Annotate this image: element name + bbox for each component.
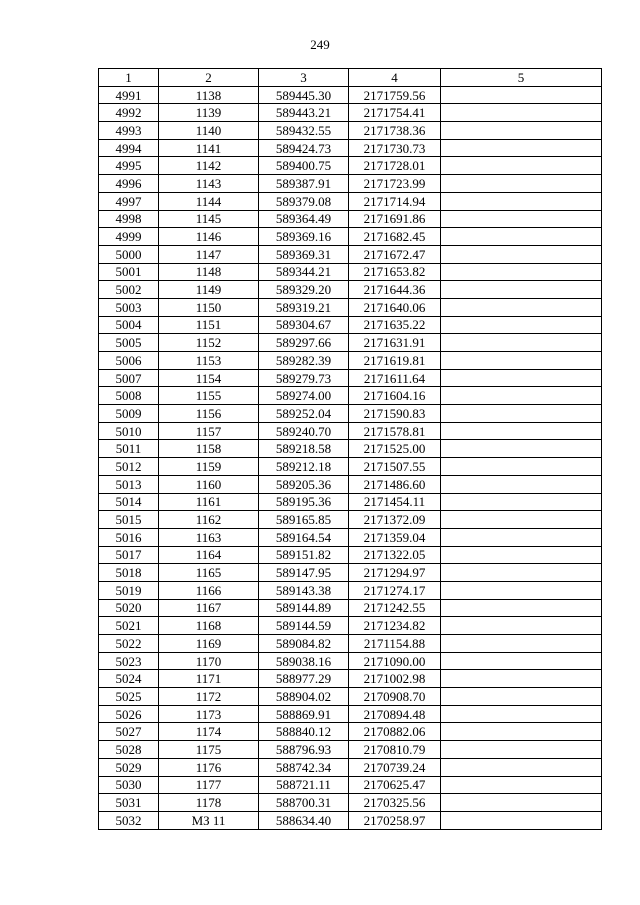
table-row — [99, 794, 602, 812]
table-cell-col-1: 4999 — [99, 228, 159, 246]
table-cell-col-4: 2171590.83 — [349, 405, 441, 423]
table-cell-col-2: 1163 — [159, 528, 259, 546]
table-cell-col-4: 2171738.36 — [349, 122, 441, 140]
table-cell-col-1: 5021 — [99, 617, 159, 635]
table-cell-col-5 — [441, 776, 602, 794]
table-cell-col-3: 589443.21 — [259, 104, 349, 122]
table-cell-col-1: 5030 — [99, 776, 159, 794]
table-cell-col-1: 4997 — [99, 192, 159, 210]
table-cell-col-4: 2171672.47 — [349, 245, 441, 263]
table-row — [99, 387, 602, 405]
table-cell-col-2: 1143 — [159, 175, 259, 193]
table-cell-col-5 — [441, 263, 602, 281]
table-cell-col-2: 1162 — [159, 511, 259, 529]
table-cell-col-2: 1153 — [159, 352, 259, 370]
table-row — [99, 581, 602, 599]
table-cell-col-5 — [441, 228, 602, 246]
table-row — [99, 298, 602, 316]
table-cell-col-1: 5026 — [99, 705, 159, 723]
table-cell-col-2: 1169 — [159, 635, 259, 653]
table-row — [99, 86, 602, 104]
table-cell-col-4: 2170325.56 — [349, 794, 441, 812]
table-row — [99, 228, 602, 246]
table-cell-col-2: 1167 — [159, 599, 259, 617]
table-cell-col-2: 1152 — [159, 334, 259, 352]
table-row — [99, 405, 602, 423]
table-cell-col-2: 1145 — [159, 210, 259, 228]
table-cell-col-2: 1174 — [159, 723, 259, 741]
table-cell-col-4: 2171486.60 — [349, 475, 441, 493]
table-cell-col-1: 5028 — [99, 741, 159, 759]
table-cell-col-4: 2171525.00 — [349, 440, 441, 458]
table-cell-col-4: 2171631.91 — [349, 334, 441, 352]
table-cell-col-2: 1173 — [159, 705, 259, 723]
table-cell-col-2: 1177 — [159, 776, 259, 794]
table-cell-col-1: 5015 — [99, 511, 159, 529]
table-cell-col-3: 589445.30 — [259, 86, 349, 104]
table-cell-col-2: 1150 — [159, 298, 259, 316]
table-row — [99, 723, 602, 741]
table-cell-col-5 — [441, 104, 602, 122]
table-cell-col-2: 1165 — [159, 564, 259, 582]
table-row — [99, 422, 602, 440]
page-number: 249 — [310, 37, 330, 52]
table-cell-col-3: 588742.34 — [259, 758, 349, 776]
table-cell-col-4: 2171653.82 — [349, 263, 441, 281]
table-row — [99, 104, 602, 122]
table-cell-col-5 — [441, 458, 602, 476]
table-cell-col-1: 5009 — [99, 405, 159, 423]
table-cell-col-1: 5012 — [99, 458, 159, 476]
table-cell-col-4: 2171682.45 — [349, 228, 441, 246]
table-cell-col-3: 589252.04 — [259, 405, 349, 423]
table-cell-col-2: 1166 — [159, 581, 259, 599]
table-cell-col-4: 2171002.98 — [349, 670, 441, 688]
table-cell-col-5 — [441, 652, 602, 670]
table-cell-col-2: 1142 — [159, 157, 259, 175]
table-cell-col-4: 2171234.82 — [349, 617, 441, 635]
table-cell-col-3: 589344.21 — [259, 263, 349, 281]
table-row — [99, 546, 602, 564]
table-cell-col-5 — [441, 157, 602, 175]
table-cell-col-4: 2171454.11 — [349, 493, 441, 511]
table-cell-col-1: 4994 — [99, 139, 159, 157]
table-cell-col-3: 589195.36 — [259, 493, 349, 511]
table-cell-col-4: 2171723.99 — [349, 175, 441, 193]
table-row — [99, 528, 602, 546]
table-cell-col-3: 589240.70 — [259, 422, 349, 440]
table-cell-col-2: 1161 — [159, 493, 259, 511]
column-header-3: 3 — [259, 69, 349, 87]
table-cell-col-5 — [441, 493, 602, 511]
table-cell-col-1: 4995 — [99, 157, 159, 175]
table-row — [99, 705, 602, 723]
table-row — [99, 688, 602, 706]
table-cell-col-4: 2171611.64 — [349, 369, 441, 387]
table-cell-col-5 — [441, 422, 602, 440]
table-row — [99, 741, 602, 759]
table-cell-col-3: 589165.85 — [259, 511, 349, 529]
column-header-2: 2 — [159, 69, 259, 87]
table-cell-col-4: 2170739.24 — [349, 758, 441, 776]
table-cell-col-1: 5010 — [99, 422, 159, 440]
table-cell-col-4: 2171691.86 — [349, 210, 441, 228]
table-row — [99, 599, 602, 617]
table-cell-col-4: 2171754.41 — [349, 104, 441, 122]
table-cell-col-3: 588634.40 — [259, 811, 349, 829]
table-cell-col-3: 589432.55 — [259, 122, 349, 140]
table-cell-col-2: 1158 — [159, 440, 259, 458]
table-cell-col-5 — [441, 316, 602, 334]
table-cell-col-5 — [441, 581, 602, 599]
table-cell-col-2: 1151 — [159, 316, 259, 334]
table-cell-col-3: 589400.75 — [259, 157, 349, 175]
table-cell-col-2: 1138 — [159, 86, 259, 104]
table-cell-col-1: 5008 — [99, 387, 159, 405]
table-row — [99, 122, 602, 140]
table-cell-col-1: 5027 — [99, 723, 159, 741]
table-cell-col-5 — [441, 86, 602, 104]
table-cell-col-5 — [441, 546, 602, 564]
table-cell-col-3: 588700.31 — [259, 794, 349, 812]
table-cell-col-4: 2170258.97 — [349, 811, 441, 829]
table-cell-col-1: 5018 — [99, 564, 159, 582]
table-cell-col-4: 2170625.47 — [349, 776, 441, 794]
table-row — [99, 157, 602, 175]
table-cell-col-5 — [441, 705, 602, 723]
table-cell-col-3: 589424.73 — [259, 139, 349, 157]
table-cell-col-3: 589364.49 — [259, 210, 349, 228]
table-cell-col-3: 589274.00 — [259, 387, 349, 405]
table-row — [99, 334, 602, 352]
table-cell-col-2: 1159 — [159, 458, 259, 476]
table-cell-col-4: 2171154.88 — [349, 635, 441, 653]
table-cell-col-5 — [441, 511, 602, 529]
table-cell-col-4: 2170810.79 — [349, 741, 441, 759]
table-row — [99, 369, 602, 387]
table-cell-col-2: 1148 — [159, 263, 259, 281]
table-cell-col-3: 589319.21 — [259, 298, 349, 316]
table-cell-col-1: 5020 — [99, 599, 159, 617]
column-header-4: 4 — [349, 69, 441, 87]
table-cell-col-5 — [441, 387, 602, 405]
table-cell-col-4: 2171619.81 — [349, 352, 441, 370]
table-cell-col-3: 589164.54 — [259, 528, 349, 546]
table-cell-col-4: 2171274.17 — [349, 581, 441, 599]
table-cell-col-1: 5024 — [99, 670, 159, 688]
table-row — [99, 511, 602, 529]
table-row — [99, 635, 602, 653]
table-row — [99, 281, 602, 299]
table-cell-col-5 — [441, 794, 602, 812]
table-cell-col-3: 589084.82 — [259, 635, 349, 653]
column-header-5: 5 — [441, 69, 602, 87]
table-cell-col-3: 589212.18 — [259, 458, 349, 476]
table-cell-col-2: 1171 — [159, 670, 259, 688]
table-cell-col-1: 4998 — [99, 210, 159, 228]
table-header-row — [99, 69, 602, 87]
table-cell-col-2: 1147 — [159, 245, 259, 263]
table-cell-col-1: 5011 — [99, 440, 159, 458]
table-cell-col-2: 1144 — [159, 192, 259, 210]
table-row — [99, 139, 602, 157]
table-cell-col-1: 4992 — [99, 104, 159, 122]
table-row — [99, 670, 602, 688]
table-cell-col-2: 1140 — [159, 122, 259, 140]
table-cell-col-1: 5017 — [99, 546, 159, 564]
table-cell-col-2: 1176 — [159, 758, 259, 776]
table-cell-col-3: 589304.67 — [259, 316, 349, 334]
table-cell-col-5 — [441, 599, 602, 617]
table-cell-col-4: 2171728.01 — [349, 157, 441, 175]
table-cell-col-5 — [441, 635, 602, 653]
table-cell-col-4: 2171242.55 — [349, 599, 441, 617]
table-cell-col-4: 2171730.73 — [349, 139, 441, 157]
table-cell-col-4: 2170882.06 — [349, 723, 441, 741]
table-cell-col-1: 5000 — [99, 245, 159, 263]
table-cell-col-2: 1175 — [159, 741, 259, 759]
table-cell-col-5 — [441, 440, 602, 458]
table-cell-col-5 — [441, 369, 602, 387]
table-row — [99, 440, 602, 458]
table-cell-col-3: 589205.36 — [259, 475, 349, 493]
table-cell-col-5 — [441, 405, 602, 423]
table-cell-col-5 — [441, 617, 602, 635]
table-cell-col-2: 1164 — [159, 546, 259, 564]
table-cell-col-2: 1157 — [159, 422, 259, 440]
table-cell-col-1: 4991 — [99, 86, 159, 104]
table-cell-col-1: 5001 — [99, 263, 159, 281]
table-cell-col-5 — [441, 175, 602, 193]
table-cell-col-3: 589282.39 — [259, 352, 349, 370]
table-cell-col-1: 5031 — [99, 794, 159, 812]
table-row — [99, 352, 602, 370]
table-cell-col-5 — [441, 811, 602, 829]
table-cell-col-4: 2171635.22 — [349, 316, 441, 334]
table-cell-col-3: 588977.29 — [259, 670, 349, 688]
table-cell-col-5 — [441, 139, 602, 157]
table-cell-col-3: 588869.91 — [259, 705, 349, 723]
table-row — [99, 564, 602, 582]
table-cell-col-2: 1149 — [159, 281, 259, 299]
table-cell-col-1: 5025 — [99, 688, 159, 706]
table-cell-col-3: 589144.59 — [259, 617, 349, 635]
coordinates-table — [98, 68, 602, 830]
table-cell-col-5 — [441, 758, 602, 776]
table-cell-col-3: 589387.91 — [259, 175, 349, 193]
table-cell-col-5 — [441, 528, 602, 546]
table-cell-col-4: 2171604.16 — [349, 387, 441, 405]
table-cell-col-2: 1178 — [159, 794, 259, 812]
table-cell-col-4: 2171578.81 — [349, 422, 441, 440]
table-cell-col-3: 589369.16 — [259, 228, 349, 246]
table-row — [99, 617, 602, 635]
table-cell-col-4: 2171359.04 — [349, 528, 441, 546]
table-row — [99, 192, 602, 210]
table-cell-col-3: 589143.38 — [259, 581, 349, 599]
table-cell-col-3: 589329.20 — [259, 281, 349, 299]
table-cell-col-5 — [441, 210, 602, 228]
table-cell-col-4: 2171640.06 — [349, 298, 441, 316]
table-row — [99, 776, 602, 794]
table-cell-col-3: 589369.31 — [259, 245, 349, 263]
table-cell-col-2: МЗ 11 — [159, 811, 259, 829]
table-cell-col-2: 1146 — [159, 228, 259, 246]
table-cell-col-5 — [441, 670, 602, 688]
table-cell-col-4: 2171294.97 — [349, 564, 441, 582]
table-cell-col-3: 588840.12 — [259, 723, 349, 741]
table-cell-col-4: 2171644.36 — [349, 281, 441, 299]
table-cell-col-5 — [441, 281, 602, 299]
table-row — [99, 652, 602, 670]
table-cell-col-1: 4996 — [99, 175, 159, 193]
table-cell-col-1: 4993 — [99, 122, 159, 140]
column-header-1: 1 — [99, 69, 159, 87]
table-row — [99, 210, 602, 228]
table-cell-col-1: 5006 — [99, 352, 159, 370]
table-cell-col-1: 5002 — [99, 281, 159, 299]
table-cell-col-5 — [441, 723, 602, 741]
table-cell-col-3: 589151.82 — [259, 546, 349, 564]
table-cell-col-4: 2171759.56 — [349, 86, 441, 104]
table-cell-col-1: 5019 — [99, 581, 159, 599]
table-cell-col-4: 2171714.94 — [349, 192, 441, 210]
table-cell-col-5 — [441, 688, 602, 706]
table-cell-col-2: 1155 — [159, 387, 259, 405]
table-cell-col-1: 5014 — [99, 493, 159, 511]
table-cell-col-3: 589379.08 — [259, 192, 349, 210]
table-cell-col-5 — [441, 245, 602, 263]
table-cell-col-3: 589147.95 — [259, 564, 349, 582]
table-cell-col-2: 1168 — [159, 617, 259, 635]
table-cell-col-4: 2171507.55 — [349, 458, 441, 476]
table-row — [99, 475, 602, 493]
table-cell-col-5 — [441, 475, 602, 493]
table-row — [99, 758, 602, 776]
table-cell-col-3: 589279.73 — [259, 369, 349, 387]
table-cell-col-3: 589218.58 — [259, 440, 349, 458]
table-cell-col-5 — [441, 741, 602, 759]
table-cell-col-1: 5004 — [99, 316, 159, 334]
table-cell-col-5 — [441, 192, 602, 210]
table-cell-col-2: 1154 — [159, 369, 259, 387]
table-cell-col-4: 2171372.09 — [349, 511, 441, 529]
table-row — [99, 493, 602, 511]
table-cell-col-5 — [441, 122, 602, 140]
table-cell-col-1: 5007 — [99, 369, 159, 387]
table-cell-col-3: 589297.66 — [259, 334, 349, 352]
table-cell-col-2: 1156 — [159, 405, 259, 423]
table-row — [99, 316, 602, 334]
table-cell-col-2: 1141 — [159, 139, 259, 157]
table-cell-col-2: 1160 — [159, 475, 259, 493]
table-cell-col-3: 589144.89 — [259, 599, 349, 617]
table-row — [99, 458, 602, 476]
table-cell-col-3: 588721.11 — [259, 776, 349, 794]
table-body — [99, 86, 602, 829]
table-cell-col-5 — [441, 352, 602, 370]
table-cell-col-3: 589038.16 — [259, 652, 349, 670]
table-cell-col-4: 2170908.70 — [349, 688, 441, 706]
table-cell-col-1: 5022 — [99, 635, 159, 653]
table-row — [99, 811, 602, 829]
table-cell-col-4: 2171090.00 — [349, 652, 441, 670]
table-cell-col-1: 5005 — [99, 334, 159, 352]
table-cell-col-4: 2170894.48 — [349, 705, 441, 723]
table-row — [99, 263, 602, 281]
table-cell-col-4: 2171322.05 — [349, 546, 441, 564]
table-cell-col-1: 5029 — [99, 758, 159, 776]
table-row — [99, 245, 602, 263]
table-cell-col-1: 5032 — [99, 811, 159, 829]
table-cell-col-1: 5023 — [99, 652, 159, 670]
table-cell-col-2: 1170 — [159, 652, 259, 670]
table-cell-col-5 — [441, 564, 602, 582]
table-cell-col-5 — [441, 334, 602, 352]
table-cell-col-1: 5016 — [99, 528, 159, 546]
table-row — [99, 175, 602, 193]
table-cell-col-2: 1139 — [159, 104, 259, 122]
table-cell-col-1: 5013 — [99, 475, 159, 493]
table-cell-col-3: 588796.93 — [259, 741, 349, 759]
table-cell-col-1: 5003 — [99, 298, 159, 316]
table-cell-col-3: 588904.02 — [259, 688, 349, 706]
table-cell-col-5 — [441, 298, 602, 316]
table-cell-col-2: 1172 — [159, 688, 259, 706]
